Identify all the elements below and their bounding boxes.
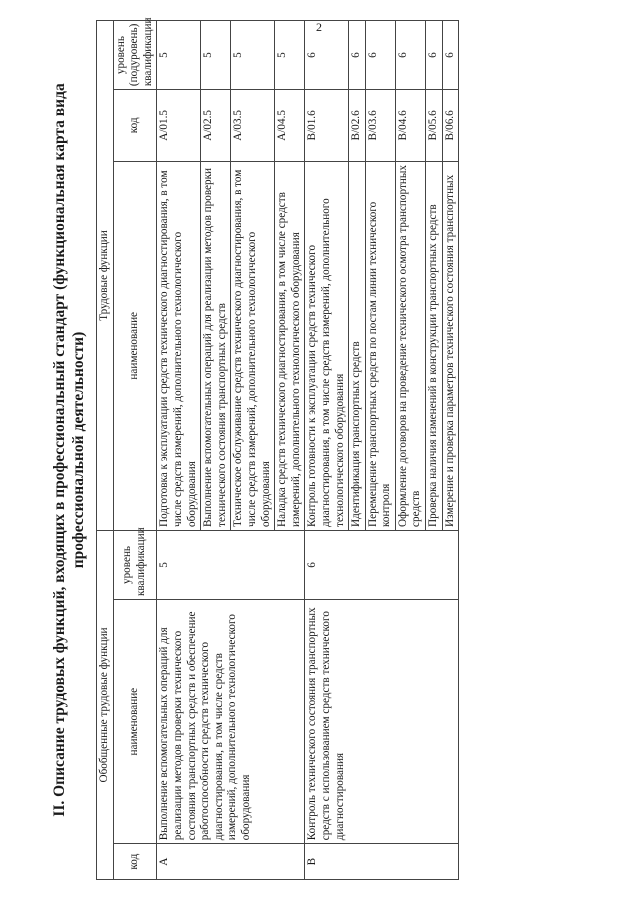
function-name: Идентификация транспортных средств — [349, 161, 366, 530]
table-row — [305, 21, 349, 880]
page-number: 2 — [316, 20, 322, 34]
group-code: А — [157, 844, 305, 880]
header-labor-code: код — [113, 90, 157, 161]
landscape-page — [50, 17, 640, 880]
function-level: 6 — [442, 21, 459, 90]
function-code: A/02.5 — [201, 90, 231, 161]
function-code: B/04.6 — [395, 90, 425, 161]
group-name: Выполнение вспомогательных операций для реализации методов проверки технического состояния транспортных средств и обеспечение работоспособности средств технического диагностирования, в том числе средств измерений, дополнительного технологического оборудования — [157, 600, 305, 844]
function-name: Проверка наличия изменений в конструкции транспортных средств — [426, 161, 443, 530]
header-row-2 — [113, 21, 157, 880]
header-level: уровень квалификации — [113, 530, 157, 599]
group-level: 5 — [157, 530, 305, 599]
function-name: Измерение и проверка параметров технического состояния транспортных — [442, 161, 459, 530]
function-code: B/02.6 — [349, 90, 366, 161]
function-code: B/01.6 — [305, 90, 349, 161]
function-level: 5 — [275, 21, 305, 90]
function-code: A/01.5 — [157, 90, 201, 161]
header-generalized: Обобщенные трудовые функции — [97, 530, 114, 879]
function-code: B/06.6 — [442, 90, 459, 161]
function-level: 6 — [426, 21, 443, 90]
function-level: 5 — [231, 21, 275, 90]
function-level: 6 — [365, 21, 395, 90]
function-name: Подготовка к эксплуатации средств технического диагностирования, в том числе средств измерений, дополнительного технологического оборудования — [157, 161, 201, 530]
title-line-1: II. Описание трудовых функций, входящих в профессиональный стандарт (функциональная карта вида — [51, 83, 68, 817]
functional-map-table — [96, 17, 459, 880]
header-code: код — [113, 844, 157, 880]
group-name: Контроль технического состояния транспортных средств с использованием средств технического диагностирования — [305, 600, 459, 844]
function-name: Выполнение вспомогательных операций для реализации методов проверки технического состояния транспортных средств — [201, 161, 231, 530]
function-name: Техническое обслуживание средств технического диагностирования, в том числе средств измерений, дополнительного технологического оборудования — [231, 161, 275, 530]
function-name: Наладка средств технического диагностирования, в том числе средств измерений, дополнительного технологического оборудования — [275, 161, 305, 530]
header-labor: Трудовые функции — [97, 21, 114, 531]
group-level: 6 — [305, 530, 459, 599]
function-level: 6 — [349, 21, 366, 90]
section-title — [50, 20, 88, 880]
table-row — [157, 21, 201, 880]
function-code: A/03.5 — [231, 90, 275, 161]
group-code: В — [305, 844, 459, 880]
header-name: наименование — [113, 600, 157, 844]
function-code: B/05.6 — [426, 90, 443, 161]
function-code: A/04.5 — [275, 90, 305, 161]
function-level: 6 — [395, 21, 425, 90]
function-name: Контроль готовности к эксплуатации средств технического диагностирования, в том числе средств измерений, дополнительного технологического оборудования — [305, 161, 349, 530]
title-line-2: профессиональной деятельности) — [70, 331, 87, 569]
function-level: 5 — [201, 21, 231, 90]
function-code: B/03.6 — [365, 90, 395, 161]
header-labor-name: наименование — [113, 161, 157, 530]
function-level: 5 — [157, 21, 201, 90]
function-name: Перемещение транспортных средств по постам линии технического контроля — [365, 161, 395, 530]
function-level: 6 — [305, 21, 349, 90]
header-row-1 — [97, 21, 114, 880]
function-name: Оформление договоров на проведение технического осмотра транспортных средств — [395, 161, 425, 530]
header-sublevel: уровень (подуровень) квалификации — [113, 21, 157, 90]
